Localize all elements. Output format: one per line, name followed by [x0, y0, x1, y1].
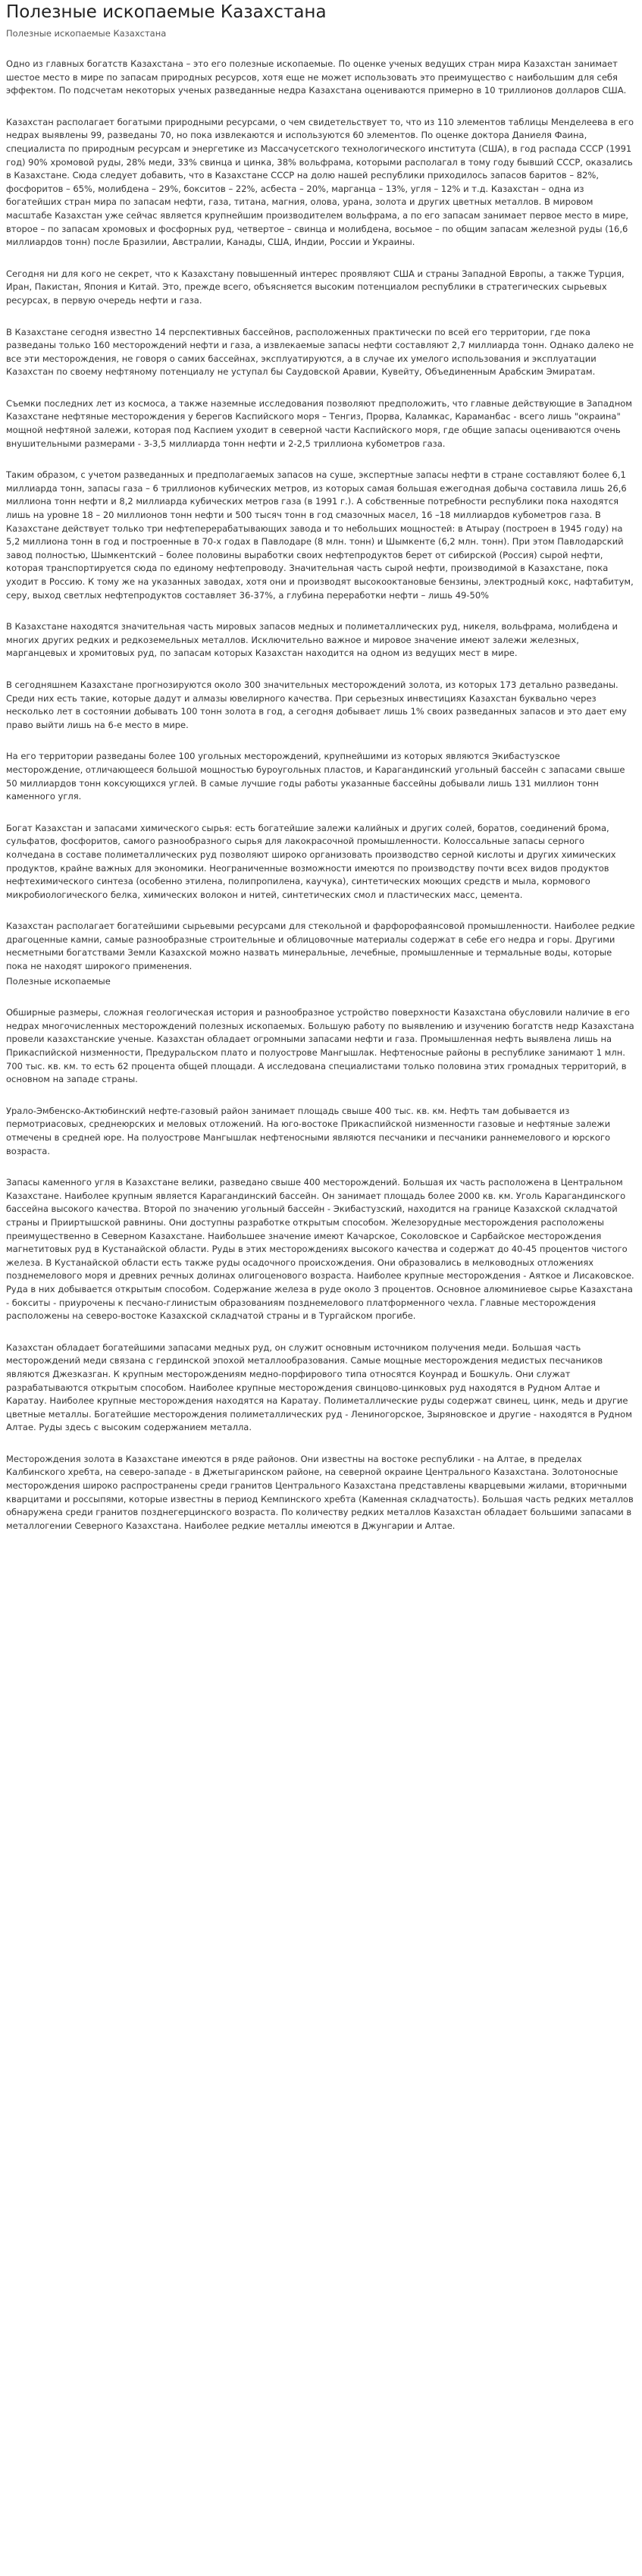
article-paragraph: Казахстан обладает богатейшими запасами медных руд, он служит основным источником получения меди. Большая часть месторождений меди связана с гердинской эпохой металлообразования. Самые мощные месторождения медистых песчаников являются Джезказган. К крупным месторождениям медно-порфирового типа относятся Коунрад и Бошкуль. Они служат разрабатываются открытым способом. Наиболее крупные месторождения свинцово-цинковых руд находятся в Рудном Алтае и Каратау. Наиболее крупные месторождения находятся на Каратау. Полиметаллические руды содержат свинец, цинк, медь и другие цветные металлы. Богатейшие месторождения полиметаллических руд - Лениногорское, Зыряновское и другие - находятся в Рудном Алтае. Руды здесь с высоким содержанием металла.	[6, 1341, 632, 1433]
article-paragraph: Съемки последних лет из космоса, а также наземные исследования позволяют предположить, что главные действующие в Западном Казахстане нефтяные месторождения у берегов Каспийского моря – Тенгиз, Прорва, Каламкас, Караманбас - всего лишь "окраина" мощной нефтяной залежи, которая под Каспием уходит в северной части Каспийского моря, где общие запасы оцениваются очень внушительными размерами - 3-3,5 миллиарда тонн нефти и 2-2,5 триллиона кубометров газа.	[6, 397, 632, 449]
article-paragraph: Таким образом, с учетом разведанных и предполагаемых запасов на суше, экспертные запасы нефти в стране составляют более 6,1 миллиарда тонн, запасы газа – 6 триллионов кубических метров, из которых самая большая ежегодная добыча составила лишь 26,6 миллиона тонн нефти и 8,2 миллиарда кубических метров газа (в 1991 г.). А собственные потребности республики пока находятся лишь на уровне 18 – 20 миллионов тонн нефти и 500 тысяч тонн в год смазочных масел, 16 –18 миллиардов кубометров газа. В Казахстане действует только три нефтеперерабатывающих завода и то небольших мощностей: в Атырау (построен в 1945 году) на 5,2 миллиона тонн в год и построенные в 70-х годах в Павлодаре (8 млн. тонн) и Шымкенте (6,2 млн. тонн). При этом Павлодарский завод полностью, Шымкентский – более половины выработки своих нефтепродуктов берет от сибирской (Россия) сырой нефти, которая транспортируется сюда по единому нефтепроводу. Значительная часть сырой нефти, производимой в Казахстане, пока уходит в Россию. К тому же на указанных заводах, хотя они и производят высокооктановые бензины, электродный кокс, нафтабитум, серу, выход светлых нефтепродуктов составляет 36-37%, а глубина переработки нефти – лишь 49-50%	[6, 469, 634, 601]
article-paragraph: В Казахстане находятся значительная часть мировых запасов медных и полиметаллических руд, никеля, вольфрама, молибдена и многих других редких и редкоземельных металлов. Исключительно важное и мировое значение имеют залежи железных, марганцевых и хромитовых руд, по запасам которых Казахстан находится на одном из ведущих мест в мире.	[6, 621, 619, 659]
article-paragraph: Сегодня ни для кого не секрет, что к Казахстану повышенный интерес проявляют США и страны Западной Европы, а также Турция, Иран, Пакистан, Япония и Китай. Это, прежде всего, объясняется высоким потенциалом республики в стратегических сырьевых ресурсах, в первую очередь нефти и газа.	[6, 268, 625, 306]
page-title: Полезные ископаемые Казахстана	[6, 2, 327, 22]
article-paragraph: Богат Казахстан и запасами химического сырья: есть богатейшие залежи калийных и других солей, боратов, соединений брома, сульфатов, фосфоритов, самого разнообразного сырья для лакокрасочной промышленности. Колоссальные запасы серного колчедана в составе полиметаллических руд позволяют широко организовать производство серной кислоты и других химических продуктов, крайне важных для экономики. Неограниченные возможности имеются по производству почти всех видов продуктов нефтехимического синтеза (особенно этилена, полипропилена, каучука), синтетических моющих средств и мыла, кормового микробиологического белка, химических волокон и нитей, синтетических смол и пластических масс, цемента.	[6, 822, 616, 900]
article-paragraph: Казахстан располагает богатейшими сырьевыми ресурсами для стекольной и фарфорофаянсовой промышленности. Наиболее редкие драгоценные камни, самые разнообразные строительные и облицовочные материалы содержат в себе его недра и горы. Другими несметными богатствами Земли Казахской можно назвать минеральные, лечебные, промышленные и термальные воды, которые пока не находят широкого применения.	[6, 921, 635, 972]
section-subtitle: Полезные ископаемые	[6, 975, 111, 987]
article-paragraph: Казахстан располагает богатыми природными ресурсами, о чем свидетельствует то, что из 110 элементов таблицы Менделеева в его недрах выявлены 99, разведаны 70, но пока извлекаются и используются 60 элементов. По оценке доктора Даниеля Фаина, специалиста по природным ресурсам и энергетике из Массачусетского технологического института (США), в год распада СССР (1991 год) 90% хромовой руды, 28% меди, 33% свинца и цинка, 38% вольфрама, которыми располагал в тому году бывший СССР, оказались в Казахстане. Сюда следует добавить, что в Казахстане СССР на долю нашей республики приходилось запасов баритов – 82%, фосфоритов – 65%, молибдена – 29%, бокситов – 22%, асбеста – 20%, марганца – 13%, угля – 12% и т.д. Казахстан – одна из богатейших стран мира по запасам нефти, газа, титана, магния, олова, урана, золота и других цветных металлов. В мировом масштабе Казахстан уже сейчас является крупнейшим производителем вольфрама, а по его запасам занимает первое место в мире, второе – по запасам хромовых и фосфорных руд, четвертое – свинца и молибдена, восьмое – по общим запасам железной руды (16,6 миллиардов тонн) после Бразилии, Австралии, Канады, США, Индии, России и Украины.	[6, 116, 634, 248]
article-paragraph: Урало-Эмбенско-Актюбинский нефте-газовый район занимает площадь свыше 400 тыс. кв. км. Нефть там добывается из пермотриасовых, среднеюрских и меловых отложений. На юго-востоке Прикаспийской низменности газовые и нефтяные залежи отмечены в средней юре. На полуострове Мангышлак нефтеносными являются песчаники и песчаники раннемелового и юрского возраста.	[6, 1105, 611, 1156]
breadcrumb: Полезные ископаемые Казахстана	[6, 28, 167, 39]
article-paragraph: Запасы каменного угля в Казахстане велики, разведано свыше 400 месторождений. Большая их часть расположена в Центральном Казахстане. Наиболее крупным является Карагандинский бассейн. Он занимает площадь более 2000 кв. км. Уголь Карагандинского бассейна высокого качества. Второй по значению угольный бассейн - Экибастузский, находится на границе Казахской складчатой страны и Прииртышской равнины. Они доступны разработке открытым способом. Железорудные месторождения расположены преимущественно в Северном Казахстане. Наибольшее значение имеют Качарское, Соколовское и Сарбайское месторождения магнетитовых руд в Кустанайской области. Руды в этих месторождениях высокого качества и содержат до 40-45 процентов чистого железа. В Кустанайской области есть также руды осадочного происхождения. Они образовались в мелководных отложениях позднемелового моря и древних речных долинах олигоценового возраста. Наиболее крупные месторождения - Аяткое и Лисаковское. Руда в них добывается открытым способом. Содержание железа в руде около 3 процентов. Основное алюминиевое сырье Казахстана - бокситы - приурочены к песчано-глинистым образованиям позднемелового платформенного чехла. Главные месторождения расположены на северо-востоке Казахской складчатой страны и в Тургайском прогибе.	[6, 1177, 634, 1322]
article-paragraph: Одно из главных богатств Казахстана – это его полезные ископаемые. По оценке ученых ведущих стран мира Казахстан занимает шестое место в мире по запасам природных ресурсов, хотя еще не может использовать это преимущество с наибольшим для себя эффектом. По подсчетам некоторых ученых разведанные недра Казахстана оцениваются примерно в 10 триллионов долларов США.	[6, 58, 627, 96]
article-paragraph: На его территории разведаны более 100 угольных месторождений, крупнейшими из которых являются Экибастузское месторождение, отличающееся большой мощностью буроугольных пластов, и Карагандинский угольный бассейн с запасами свыше 50 миллиардов тонн коксующихся углей. В самые лучшие годы работы указанные бассейны добывали лишь 131 миллион тонн каменного угля.	[6, 751, 625, 802]
article-paragraph: Обширные размеры, сложная геологическая история и разнообразное устройство поверхности Казахстана обусловили наличие в его недрах многочисленных месторождений полезных ископаемых. Большую работу по выявлению и изучению богатств недр Казахстана провели казахстанские ученые. Казахстан обладает огромными запасами нефти и газа. Промышленная нефть выявлена лишь на Прикаспийской низменности, Предуральском плато и полуострове Мангышлак. Нефтеносные районы в республике занимают 1 млн. 700 тыс. кв. км. то есть 62 процента общей площади. А исследована специалистами только половина этих громадных территорий, в основном на западе страны.	[6, 1007, 634, 1085]
article-body	[6, 58, 636, 1533]
article-paragraph: В Казахстане сегодня известно 14 перспективных бассейнов, расположенных практически по всей его территории, где пока разведаны только 160 месторождений нефти и газа, а извлекаемые запасы нефти составляют 2,7 миллиарда тонн. Однако далеко не все эти месторождения, не говоря о самих бассейнах, эксплуатируются, а в случае их умелого использования и эксплуатации Казахстан по своему нефтяному потенциалу не уступал бы Саудовской Аравии, Кувейту, Объединенным Арабским Эмиратам.	[6, 326, 634, 378]
article-paragraph: Месторождения золота в Казахстане имеются в ряде районов. Они известны на востоке республики - на Алтае, в пределах Калбинского хребта, на северо-западе - в Джетыгаринском районе, на северной окраине Центрального Казахстана. Золотоносные месторождения широко распространены среди гранитов Центрального Казахстана представлены кварцевыми жилами, вторичными кварцитами и россыпями, которые известны в период Кемпинского хребта (Каменная складчатость). Большая часть редких металлов обнаружена среди гранитов позднегерцинского возраста. По количеству редких металлов Казахстан обладает большими запасами в металлогении Северного Казахстана. Наиболее редкие металлы имеются в Джунгарии и Алтае.	[6, 1453, 634, 1531]
article-paragraph: В сегодняшнем Казахстане прогнозируются около 300 значительных месторождений золота, из которых 173 детально разведаны. Среди них есть такие, которые дадут и алмазы ювелирного качества. При серьезных инвестициях Казахстан буквально через несколько лет в состоянии добывать 100 тонн золота в год, а сегодня добывает лишь 1% своих разведанных запасов и это дает ему право выйти лишь на 6-е место в мире.	[6, 679, 627, 730]
